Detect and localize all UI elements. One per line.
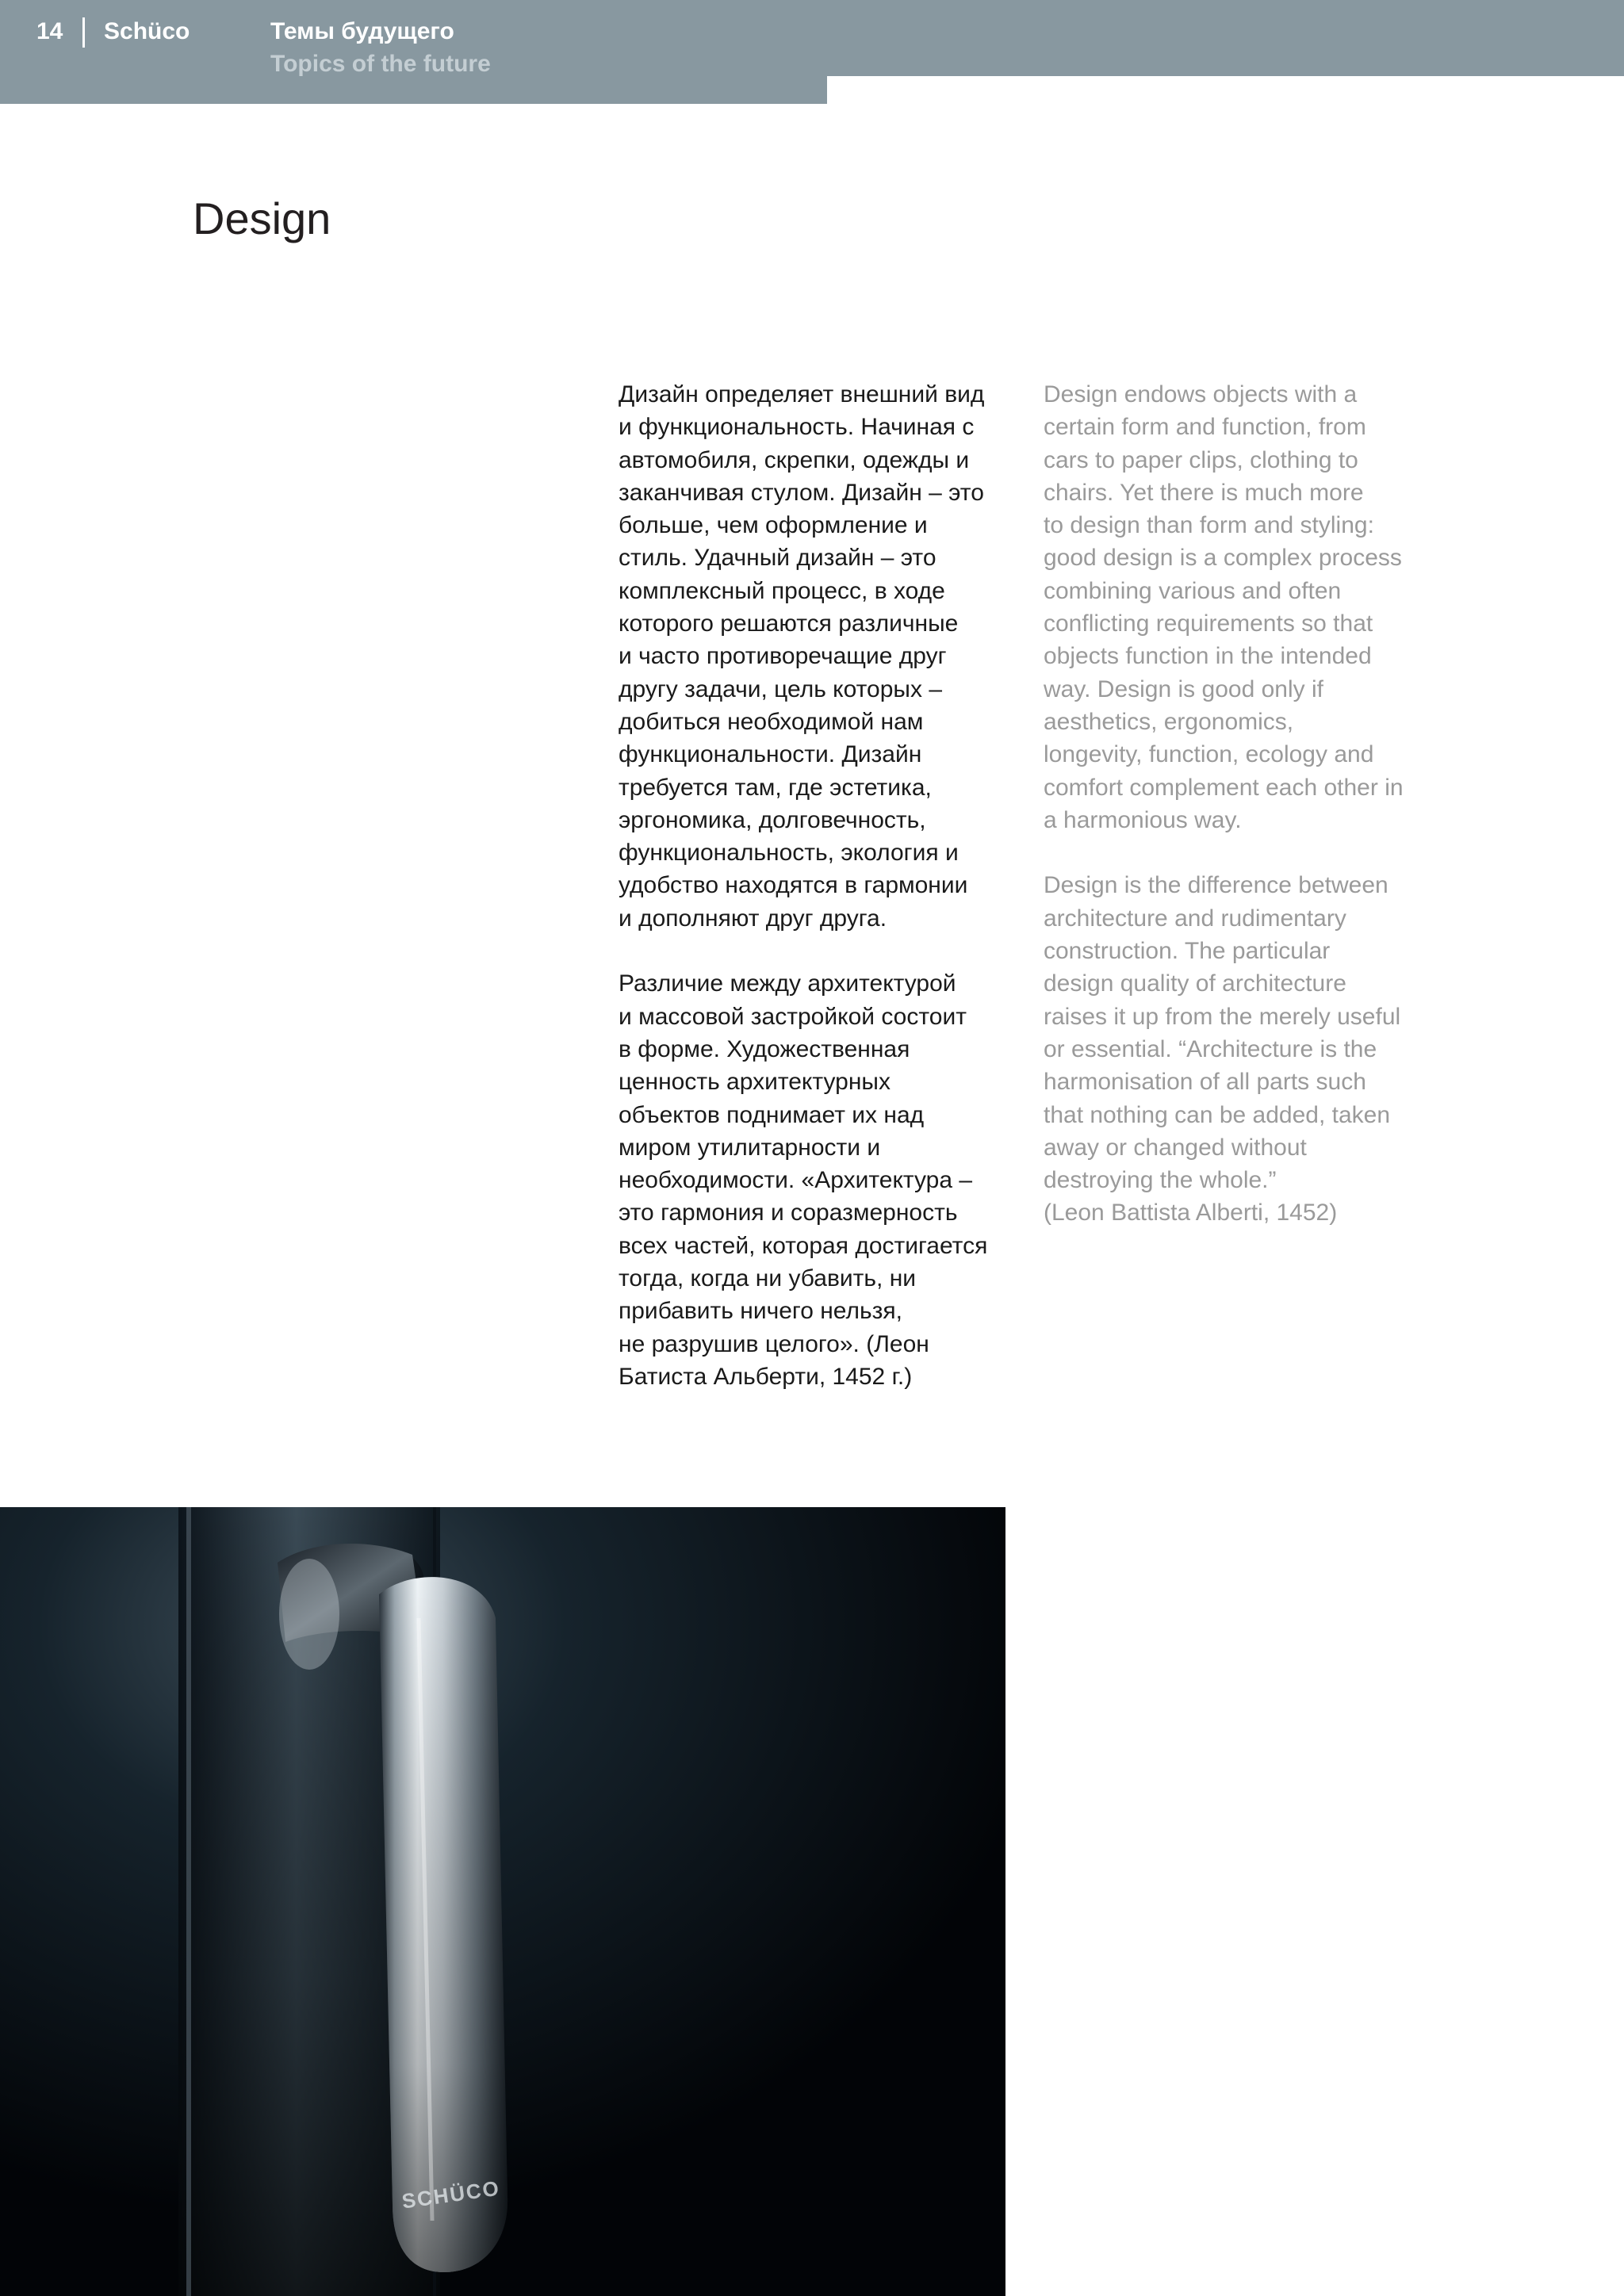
window-handle-photo bbox=[0, 1507, 1005, 2296]
handle-logo: SCHÜCO bbox=[400, 2175, 502, 2214]
body-column-russian bbox=[619, 378, 1023, 1426]
page-number: 14 bbox=[36, 18, 63, 44]
body-column-english bbox=[1044, 378, 1456, 1262]
section-title-en: Topics of the future bbox=[270, 51, 491, 77]
paragraph-ru-1: Дизайн определяет внешний вид и функциональность. Начиная с автомобиля, скрепки, одежды и заканчивая стулом. Дизайн – это больше, чем оформление и стиль. Удачный дизайн – это комплексный процесс, в ходе которого решаются различные и часто противоречащие друг другу задачи, цель которых – добиться необходимой нам функциональности. Дизайн требуется там, где эстетика, эргономика, долговечность, функциональность, экология и удобство находятся в гармонии и дополняют друг друга. bbox=[619, 381, 985, 932]
brand-name: Schüco bbox=[104, 18, 190, 44]
paragraph-en-2: Design is the difference between architecture and rudimentary construction. The particular design quality of architecture raises it up from the merely useful or essential. “Architecture is the harmonisation of all parts such that nothing can be added, taken away or changed without destroying the whole.” (Leon Battista Alberti, 1452) bbox=[1044, 872, 1401, 1226]
header-band bbox=[0, 0, 1624, 76]
paragraph-en-1: Design endows objects with a certain form and function, from cars to paper clips, clothing to chairs. Yet there is much more to design than form and styling: good design is a complex process combining various and often conflicting requirements so that objects function in the intended way. Design is good only if aesthetics, ergonomics, longevity, function, ecology and comfort complement each other in a harmonious way. bbox=[1044, 381, 1404, 833]
header-divider bbox=[82, 17, 85, 48]
section-title-ru: Темы будущего bbox=[270, 18, 454, 44]
header-band-extension bbox=[0, 76, 827, 104]
paragraph-ru-2: Различие между архитектурой и массовой застройкой состоит в форме. Художественная ценность архитектурных объектов поднимает их над миром утилитарности и необходимости. «Архитектура – это гармония и соразмерность всех частей, которая достигается тогда, когда ни убавить, ни прибавить ничего нельзя, не разрушив целого». (Леон Батиста Альберти, 1452 г.) bbox=[619, 970, 988, 1390]
page-title: Design bbox=[193, 193, 331, 243]
